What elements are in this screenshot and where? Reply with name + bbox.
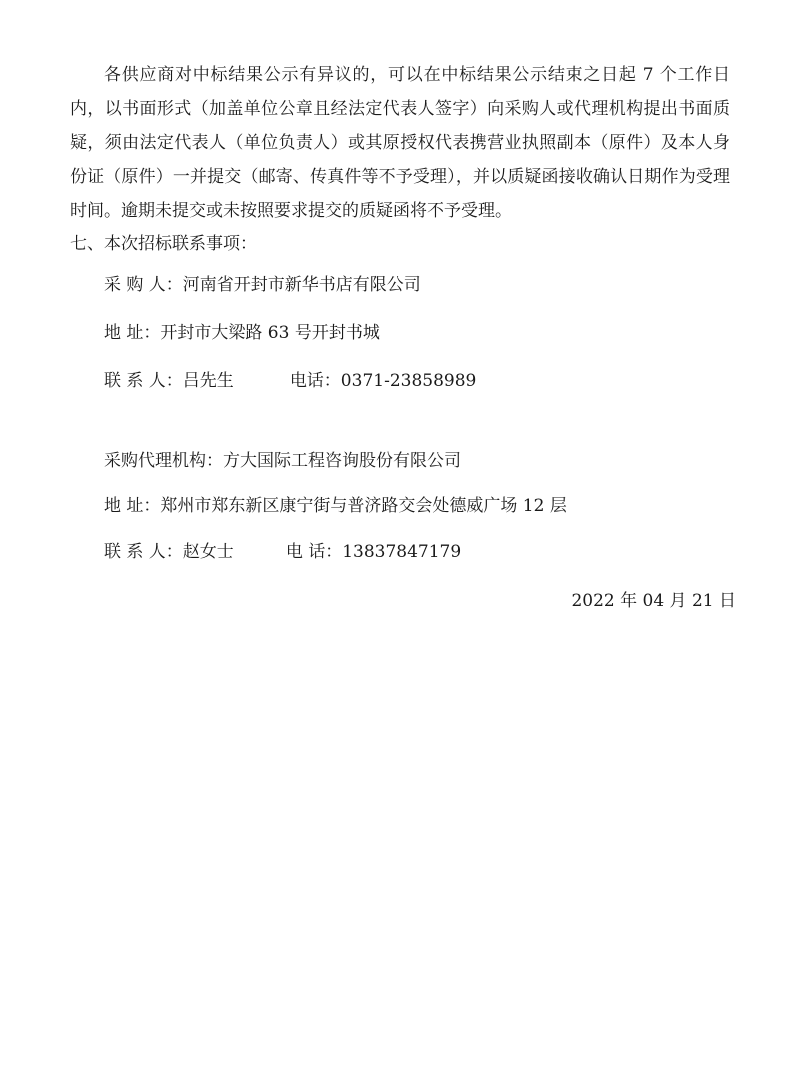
agency-contact xyxy=(104,540,461,564)
purchaser-phone: 电话：0371-23858989 xyxy=(289,371,477,391)
purchaser-name: 采 购 人：河南省开封市新华书店有限公司 xyxy=(104,275,421,295)
objection-paragraph: 各供应商对中标结果公示有异议的，可以在中标结果公示结束之日起 7 个工作日内，以书面形式（加盖单位公章且经法定代表人签字）向采购人或代理机构提出书面质疑，须由法定代表人（单位负责人）或其原授权代表携营业执照副本（原件）及本人身份证（原件）一并提交（邮寄、传真件等不予受理），并以质疑函接收确认日期作为受理时间。逾期未提交或未按照要求提交的质疑函将不予受理。 xyxy=(70,65,730,221)
agency-contact-person: 联 系 人：赵女士 xyxy=(104,542,234,562)
purchaser-contact xyxy=(104,369,476,393)
section-heading: 七、本次招标联系事项： xyxy=(70,234,257,254)
document-date: 2022 年 04 月 21 日 xyxy=(571,591,736,611)
agency-phone: 电 话：13837847179 xyxy=(285,542,462,562)
agency-address: 地 址：郑州市郑东新区康宁街与普济路交会处德威广场 12 层 xyxy=(104,496,567,516)
purchaser-contact-person: 联 系 人：吕先生 xyxy=(104,371,234,391)
purchaser-address: 地 址：开封市大梁路 63 号开封书城 xyxy=(104,323,380,343)
agency-name: 采购代理机构：方大国际工程咨询股份有限公司 xyxy=(104,451,461,471)
